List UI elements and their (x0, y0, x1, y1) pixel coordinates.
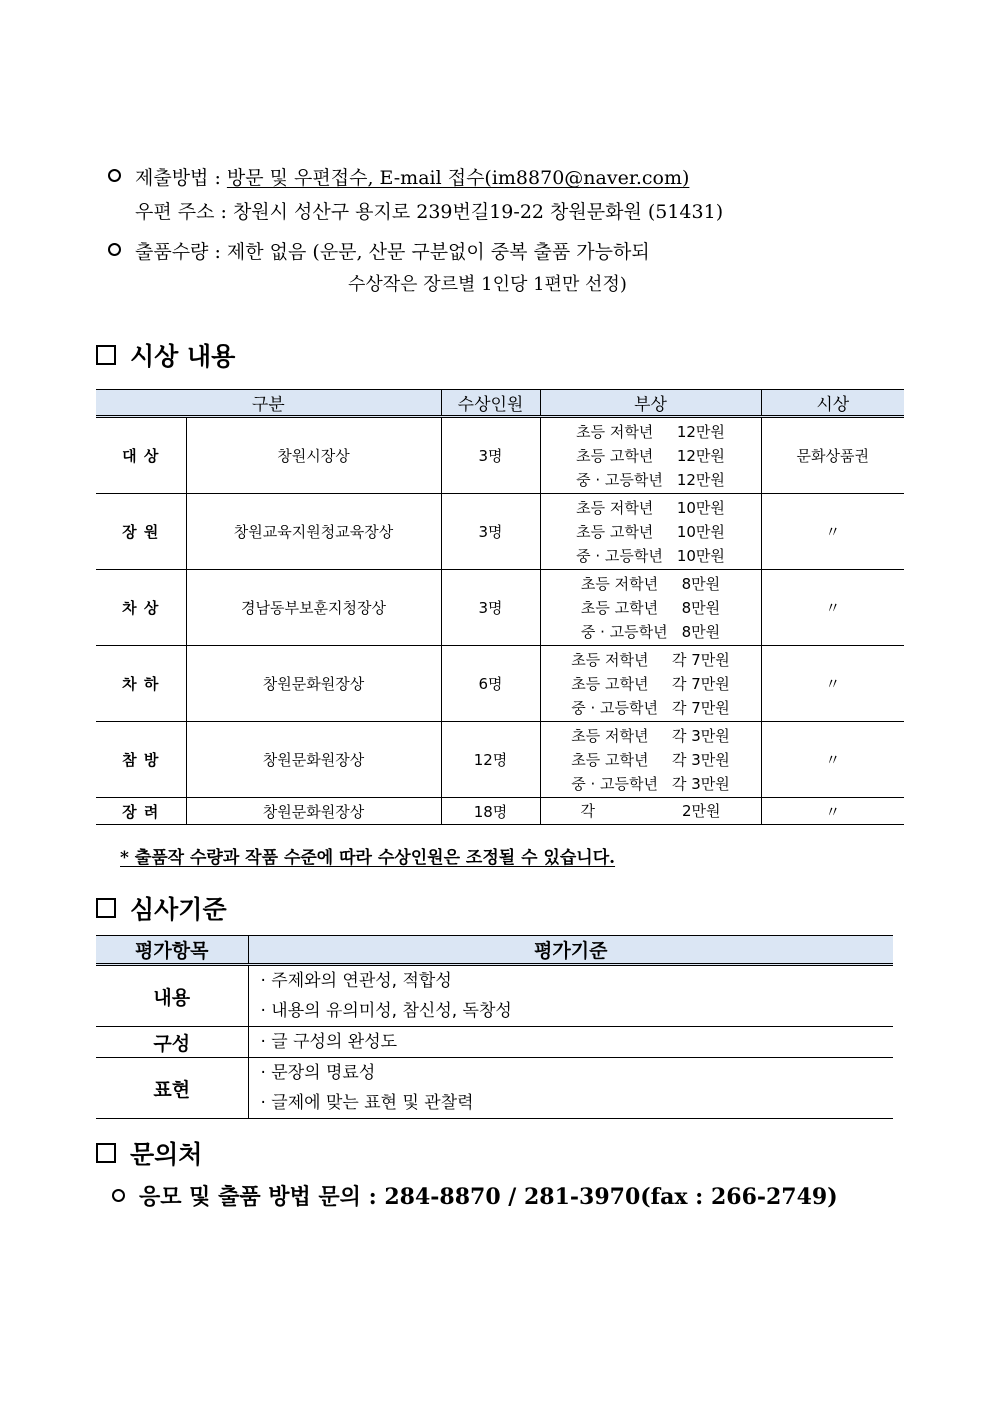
prize-list (581, 799, 721, 823)
prize-grade: 초등 저학년 (571, 726, 649, 745)
table-row (96, 1027, 893, 1058)
circle-bullet-icon (108, 169, 121, 182)
prize-amount: 10만원 (676, 522, 725, 541)
eval-criteria (248, 1058, 893, 1119)
prize-line (571, 696, 730, 720)
criteria-line: · 글제에 맞는 표현 및 관찰력 (260, 1093, 474, 1113)
award-ceremony: 문화상품권 (761, 417, 904, 494)
prize-amount: 각 7만원 (671, 650, 730, 669)
prize-grade: 초등 저학년 (571, 650, 649, 669)
criteria-line: · 주제와의 연관성, 적합성 (260, 971, 452, 991)
award-name: 창원시장상 (186, 417, 441, 494)
postal-address-label: 우편 주소 : (135, 201, 233, 223)
prize-amount: 각 3만원 (671, 774, 730, 793)
prize-amount: 각 3만원 (671, 726, 730, 745)
table-row (96, 494, 904, 570)
prize-amount: 각 7만원 (671, 674, 730, 693)
prize-line (576, 420, 725, 444)
prize-grade: 초등 고학년 (580, 598, 659, 617)
awards-section-title: 시상 내용 (130, 342, 236, 371)
prize-line (581, 799, 721, 823)
award-count: 18명 (441, 798, 540, 825)
award-name: 경남동부보훈지청장상 (186, 570, 441, 646)
criteria-header-row (96, 936, 893, 965)
award-count: 6명 (441, 646, 540, 722)
submission-quantity-label: 출품수량 : (135, 241, 227, 263)
prize-amount: 각 3만원 (671, 750, 730, 769)
eval-criteria (248, 1027, 893, 1058)
prize-amount: 8만원 (681, 598, 721, 617)
checkbox-square-icon (96, 345, 116, 365)
prize-amount: 2만원 (681, 802, 721, 820)
table-row (96, 1058, 893, 1119)
prize-grade: 초등 고학년 (576, 522, 654, 541)
circle-bullet-icon (108, 243, 121, 256)
table-row (96, 646, 904, 722)
award-category: 장 려 (96, 798, 186, 825)
prize-amount: 12만원 (676, 422, 725, 441)
award-count: 3명 (441, 494, 540, 570)
prize-grade: 각 (580, 802, 595, 820)
award-prizes (540, 570, 761, 646)
submission-quantity-line (108, 237, 650, 264)
submission-quantity-continuation: 수상작은 장르별 1인당 1편만 선정) (348, 274, 627, 295)
prize-line (581, 572, 720, 596)
checkbox-square-icon (96, 898, 116, 918)
contact-section-title: 문의처 (130, 1140, 203, 1169)
criteria-line: · 문장의 명료성 (260, 1063, 376, 1083)
contact-line (112, 1180, 838, 1211)
prize-grade: 초등 저학년 (576, 422, 654, 441)
prize-amount: 각 7만원 (671, 698, 730, 717)
table-row (96, 798, 904, 825)
award-ceremony: 〃 (761, 494, 904, 570)
awards-header-row (96, 390, 904, 417)
award-prizes (540, 646, 761, 722)
submission-method-label: 제출방법 : (135, 167, 227, 189)
eval-item: 표현 (96, 1058, 248, 1119)
award-name: 창원교육지원청교육장상 (186, 494, 441, 570)
prize-line (576, 444, 725, 468)
prize-line (576, 468, 725, 492)
award-category: 차 상 (96, 570, 186, 646)
criteria-line: · 내용의 유의미성, 참신성, 독창성 (260, 1001, 512, 1021)
contact-section-heading (96, 1135, 202, 1171)
prize-line (576, 520, 725, 544)
awards-note: * 출품작 수량과 작품 수준에 따라 수상인원은 조정될 수 있습니다. (120, 848, 616, 868)
header-eval-criteria: 평가기준 (248, 936, 893, 965)
prize-grade: 초등 고학년 (571, 674, 649, 693)
criteria-line: · 글 구성의 완성도 (260, 1032, 398, 1052)
postal-address-line (135, 197, 723, 224)
prize-list (571, 724, 730, 796)
prize-line (571, 748, 730, 772)
award-category: 대 상 (96, 417, 186, 494)
award-name: 창원문화원장상 (186, 798, 441, 825)
prize-line (581, 620, 720, 644)
contact-text: 응모 및 출품 방법 문의 : 284-8870 / 281-3970(fax : 266-2749) (139, 1184, 838, 1210)
awards-table (96, 389, 904, 825)
prize-grade: 중 · 고등학년 (580, 622, 668, 641)
award-count: 3명 (441, 417, 540, 494)
table-row (96, 965, 893, 1027)
prize-list (576, 420, 725, 492)
table-row (96, 570, 904, 646)
award-ceremony: 〃 (761, 798, 904, 825)
prize-list (571, 648, 730, 720)
prize-grade: 초등 고학년 (576, 446, 654, 465)
prize-amount: 10만원 (676, 546, 725, 565)
award-category: 차 하 (96, 646, 186, 722)
criteria-section-title: 심사기준 (130, 895, 227, 924)
prize-list (581, 572, 720, 644)
header-ceremony: 시상 (761, 390, 904, 417)
table-row (96, 722, 904, 798)
table-row (96, 417, 904, 494)
award-ceremony: 〃 (761, 646, 904, 722)
prize-grade: 중 · 고등학년 (576, 546, 663, 565)
prize-line (571, 672, 730, 696)
circle-bullet-icon (112, 1189, 125, 1202)
prize-amount: 8만원 (681, 622, 721, 641)
prize-grade: 중 · 고등학년 (576, 470, 663, 489)
submission-method-line (108, 163, 689, 190)
eval-item: 구성 (96, 1027, 248, 1058)
prize-line (576, 544, 725, 568)
award-prizes (540, 494, 761, 570)
prize-amount: 10만원 (676, 498, 725, 517)
awards-section-heading (96, 337, 235, 373)
award-category: 참 방 (96, 722, 186, 798)
prize-grade: 중 · 고등학년 (571, 774, 658, 793)
prize-grade: 중 · 고등학년 (571, 698, 658, 717)
postal-address-value: 창원시 성산구 용지로 239번길19-22 창원문화원 (51431) (232, 201, 724, 223)
header-count: 수상인원 (441, 390, 540, 417)
award-prizes (540, 722, 761, 798)
award-count: 3명 (441, 570, 540, 646)
criteria-section-heading (96, 890, 227, 926)
prize-line (571, 648, 730, 672)
eval-criteria (248, 965, 893, 1027)
checkbox-square-icon (96, 1143, 116, 1163)
award-name: 창원문화원장상 (186, 646, 441, 722)
eval-item: 내용 (96, 965, 248, 1027)
prize-amount: 12만원 (676, 446, 725, 465)
submission-method-value: 방문 및 우편접수, E-mail 접수(im8870@naver.com) (226, 167, 690, 189)
award-count: 12명 (441, 722, 540, 798)
prize-grade: 초등 저학년 (580, 574, 659, 593)
prize-line (576, 496, 725, 520)
prize-line (581, 596, 720, 620)
prize-list (576, 496, 725, 568)
prize-line (571, 724, 730, 748)
prize-amount: 12만원 (676, 470, 725, 489)
award-prizes (540, 417, 761, 494)
prize-amount: 8만원 (681, 574, 721, 593)
award-ceremony: 〃 (761, 722, 904, 798)
award-name: 창원문화원장상 (186, 722, 441, 798)
prize-grade: 초등 고학년 (571, 750, 649, 769)
submission-quantity-value: 제한 없음 (운문, 산문 구분없이 중복 출품 가능하되 (226, 241, 650, 263)
prize-grade: 초등 저학년 (576, 498, 654, 517)
award-category: 장 원 (96, 494, 186, 570)
criteria-table (96, 935, 893, 1119)
header-eval-item: 평가항목 (96, 936, 248, 965)
award-ceremony: 〃 (761, 570, 904, 646)
award-prizes (540, 798, 761, 825)
prize-line (571, 772, 730, 796)
header-category: 구분 (96, 390, 441, 417)
header-prize: 부상 (540, 390, 761, 417)
